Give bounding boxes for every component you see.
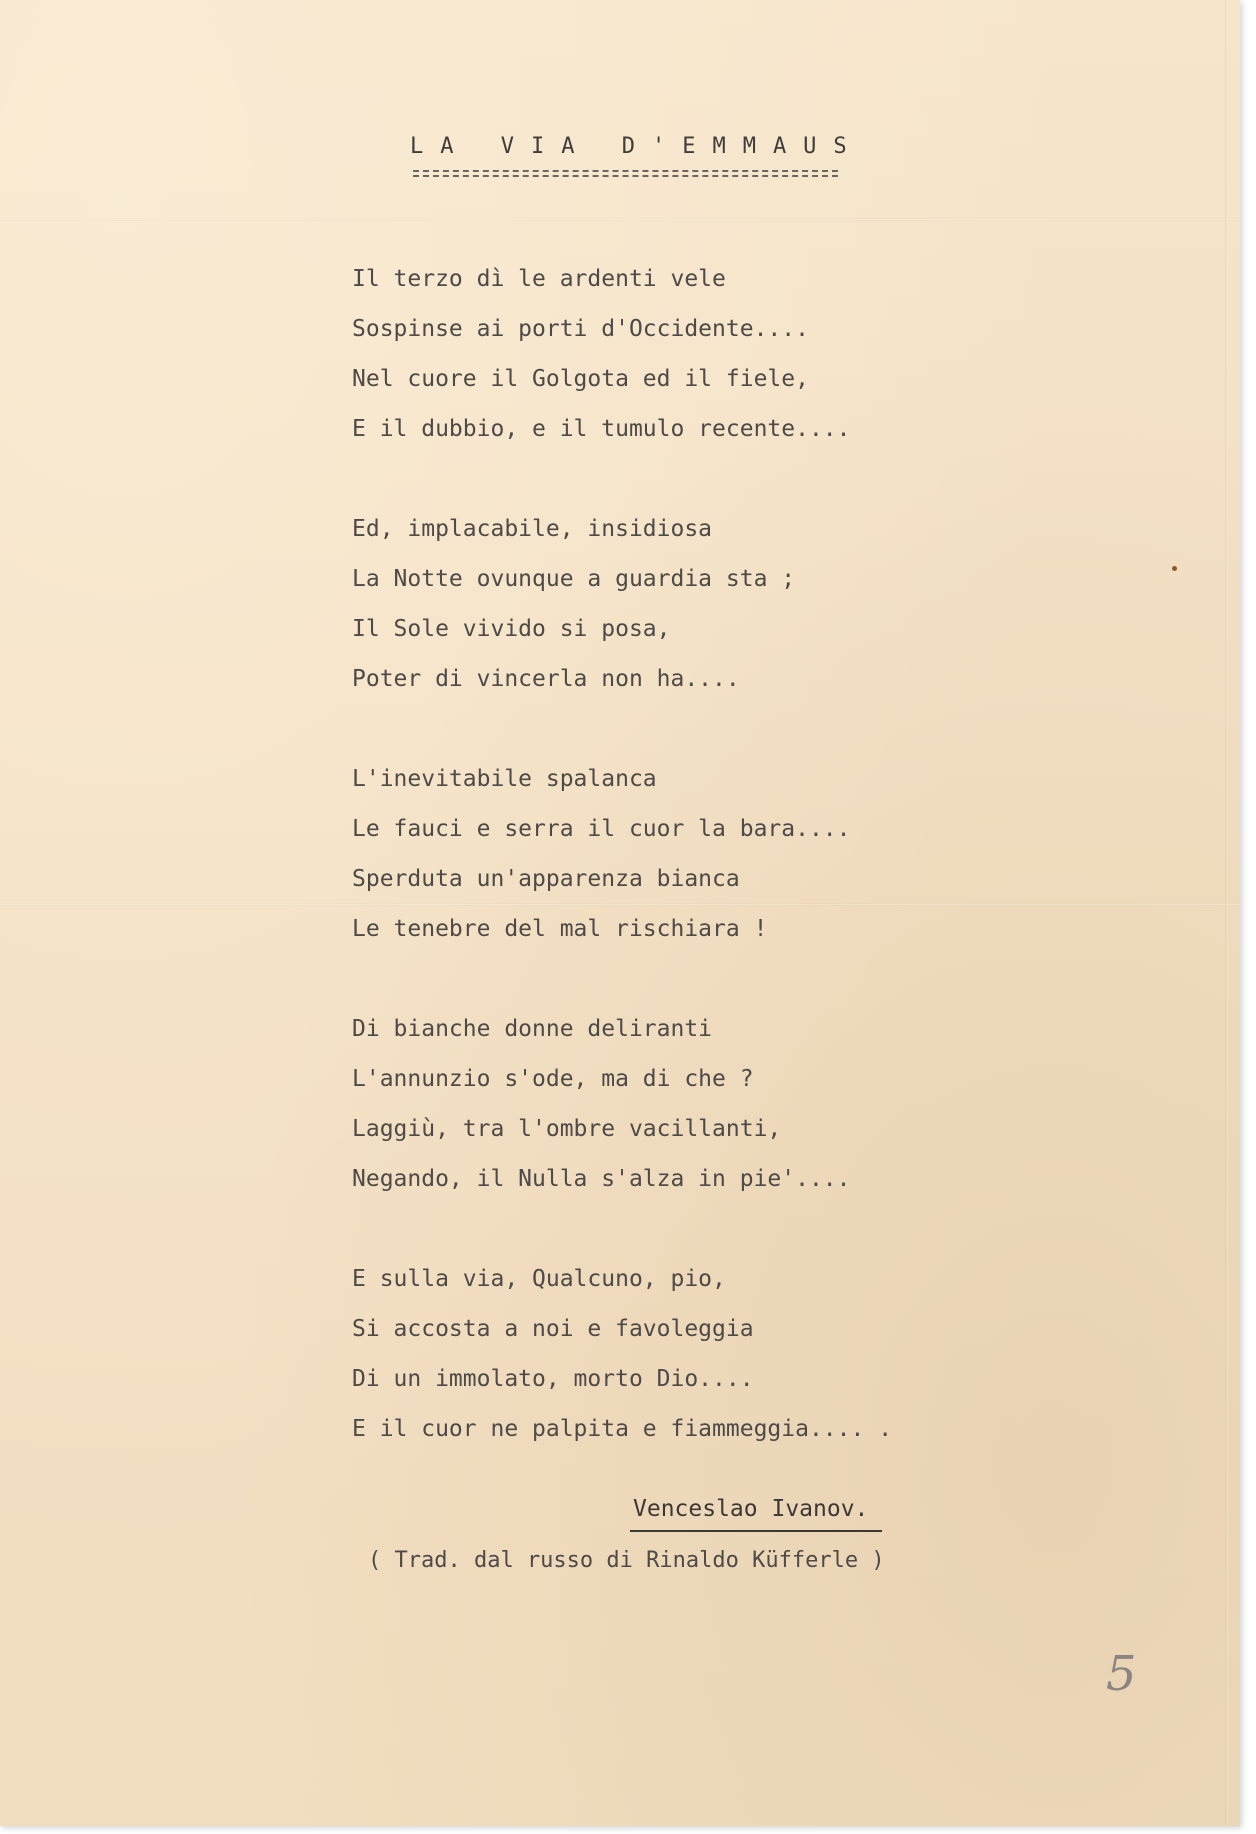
- translation-credit: ( Trad. dal russo di Rinaldo Küfferle ): [368, 1548, 885, 1573]
- poem-line: Si accosta a noi e favoleggia: [352, 1316, 754, 1342]
- stanza: [352, 754, 892, 954]
- poem-line: E sulla via, Qualcuno, pio,: [352, 1266, 726, 1292]
- poem-line: Ed, implacabile, insidiosa: [352, 516, 713, 542]
- poem-line: Di bianche donne deliranti: [352, 1016, 713, 1042]
- poem-line: Le fauci e serra il cuor la bara....: [352, 816, 851, 842]
- stanza: [352, 1004, 892, 1204]
- author-signature: Venceslao Ivanov.: [633, 1496, 869, 1522]
- poem-line: Negando, il Nulla s'alza in pie'....: [352, 1166, 851, 1192]
- paper-stain: [1172, 566, 1177, 571]
- poem-line: Poter di vincerla non ha....: [352, 666, 740, 692]
- stanza: [352, 1254, 892, 1454]
- poem-line: Di un immolato, morto Dio....: [352, 1366, 754, 1392]
- stanza: [352, 504, 892, 704]
- page-title: LA VIA D'EMMAUS: [410, 134, 864, 159]
- poem-body: [352, 254, 892, 1504]
- poem-line: Le tenebre del mal rischiara !: [352, 916, 768, 942]
- poem-line: Nel cuore il Golgota ed il fiele,: [352, 366, 809, 392]
- poem-line: E il dubbio, e il tumulo recente....: [352, 416, 851, 442]
- paper-fold: [1225, 0, 1228, 1826]
- poem-line: Il Sole vivido si posa,: [352, 616, 671, 642]
- poem-line: Laggiù, tra l'ombre vacillanti,: [352, 1116, 782, 1142]
- poem-line: Sperduta un'apparenza bianca: [352, 866, 740, 892]
- poem-line: E il cuor ne palpita e fiammeggia.... .: [352, 1416, 893, 1442]
- poem-line: L'inevitabile spalanca: [352, 766, 657, 792]
- poem-line: Sospinse ai porti d'Occidente....: [352, 316, 809, 342]
- author-underline: [630, 1530, 882, 1532]
- poem-line: La Notte ovunque a guardia sta ;: [352, 566, 796, 592]
- page-number: 5: [1106, 1646, 1137, 1702]
- poem-line: L'annunzio s'ode, ma di che ?: [352, 1066, 754, 1092]
- paper-fold: [0, 218, 1240, 221]
- stanza: [352, 254, 892, 454]
- title-underline: [413, 170, 838, 172]
- title-underline: [413, 175, 838, 177]
- poem-line: Il terzo dì le ardenti vele: [352, 266, 726, 292]
